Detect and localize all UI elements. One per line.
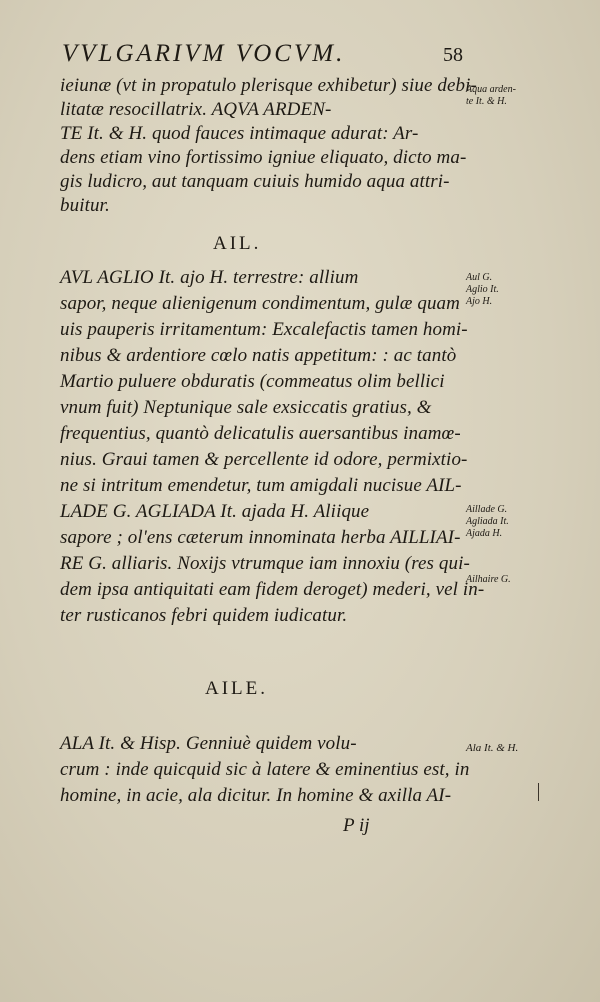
margin-note: Aqua arden- te It. & H. [466, 84, 516, 107]
text-line: LADE G. AGLIADA It. ajada H. Aliique [60, 501, 370, 522]
margin-note: Aul G. Aglio It. Ajo H. [466, 272, 499, 307]
text-line: AVL AGLIO It. ajo H. terrestre: allium [60, 267, 359, 288]
margin-note: Ailhaire G. [466, 574, 511, 585]
printer-mark [538, 783, 539, 801]
text-line: dem ipsa antiquitati eam fidem deroget) mederi, vel in- [60, 579, 485, 600]
text-line: Martio puluere obduratis (commeatus olim bellici [60, 371, 445, 392]
text-line: ieiunæ (vt in propatulo plerisque exhibetur) siue debi- [60, 75, 477, 96]
text-line: nibus & ardentiore cœlo natis appetitum: : ac tantò [60, 345, 457, 366]
signature-mark: P ij [343, 815, 370, 836]
margin-note: Ala It. & H. [466, 742, 519, 754]
text-line: ALA It. & Hisp. Genniuè quidem volu- [60, 733, 357, 754]
text-line: litatæ resocillatrix. AQVA ARDEN- [60, 99, 332, 120]
text-line: buitur. [60, 195, 110, 216]
text-line: dens etiam vino fortissimo igniue eliquato, dicto ma- [60, 147, 467, 168]
text-line: ter rusticanos febri quidem iudicatur. [60, 605, 348, 626]
page-number: 58 [443, 44, 463, 66]
text-line: frequentius, quantò delicatulis auersantibus inamœ- [60, 423, 461, 444]
text-line: nius. Graui tamen & percellente id odore, permixtio- [60, 449, 468, 470]
section-heading: AILE. [205, 678, 269, 699]
margin-note: Aillade G. Agliada It. Ajada H. [466, 504, 509, 539]
text-line: crum : inde quicquid sic à latere & eminentius est, in [60, 759, 470, 780]
text-line: uis pauperis irritamentum: Excalefactis tamen homi- [60, 319, 468, 340]
text-line: homine, in acie, ala dicitur. In homine & axilla AI- [60, 785, 452, 806]
text-line: gis ludicro, aut tanquam cuiuis humido aqua attri- [60, 171, 450, 192]
running-head: VVLGARIVM VOCVM. [62, 40, 346, 67]
text-line: ne si intritum emendetur, tum amigdali nucisue AIL- [60, 475, 462, 496]
text-line: sapor, neque alienigenum condimentum, gulæ quam [60, 293, 460, 314]
text-line: RE G. alliaris. Noxijs vtrumque iam innoxiu (res qui- [60, 553, 470, 574]
text-line: sapore ; ol'ens cæterum innominata herba AILLIAI- [60, 527, 461, 548]
section-heading: AIL. [213, 233, 262, 254]
text-line: TE It. & H. quod fauces intimaque adurat: Ar- [60, 123, 419, 144]
text-line: vnum fuit) Neptunique sale exsiccatis gratius, & [60, 397, 432, 418]
